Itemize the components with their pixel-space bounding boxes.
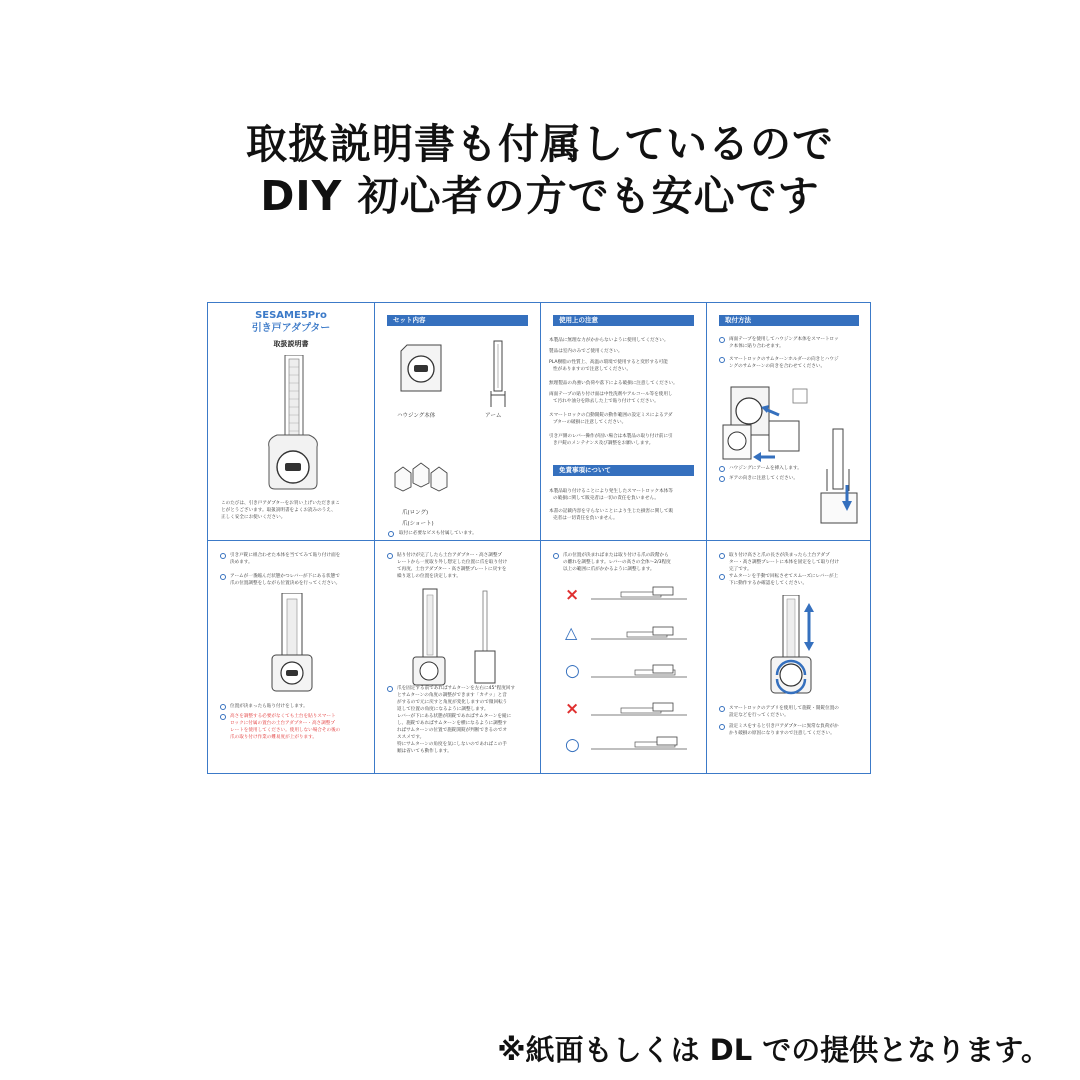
step-number-icon (719, 706, 725, 712)
note-icon (220, 574, 226, 580)
partial-mark: △ (565, 623, 578, 642)
step-line: 繰り返しの位置を決定します。 (397, 574, 461, 579)
note-icon (719, 476, 725, 482)
step-number-icon (719, 337, 725, 343)
contents-heading: セット内容 (387, 315, 528, 326)
step-number-icon (553, 553, 559, 559)
install-step-line: ングのサムターンの向きを合わせてください。 (729, 364, 826, 369)
final-line: 設定ミスをすると引き戸アダプターに異常な負荷がか (729, 724, 839, 729)
install-step-line: スマートロックのサムターンホルダーの向きとハウジ (729, 357, 839, 362)
step-line: レートから一度取り外し想定した位置に爪を取り付け (397, 560, 508, 565)
step-line: て再度、土台アダプター・高さ調整プレートに戻すを (397, 567, 507, 572)
device-illustration (263, 355, 323, 490)
caution-line: て汚れや油分を除去した上で貼り付けてください。 (553, 399, 659, 404)
note-icon (387, 686, 393, 692)
caution-line: PLA樹脂の性質上、高温の環境で使用すると変形する可能 (549, 360, 668, 365)
disclaimer-line: 売者は一切責任を負いません。 (553, 516, 618, 521)
install-heading: 取付方法 (719, 315, 859, 326)
step-line: サムターンを手動で回転させてスムーズにレバーが上 (729, 574, 839, 579)
cover-title-adapter: 引き戸アダプター (251, 323, 331, 334)
final-line: スマートロックのアプリを使用して施錠・開錠位置の (729, 706, 839, 711)
step6-panel (707, 541, 871, 773)
detail-line: 特にサムターンの角度を気にしないのであればこの手 (397, 742, 507, 747)
position-diagram (591, 585, 691, 603)
step5-panel (541, 541, 706, 773)
detail-line: とサムターンの角度の調整ができます「カチッ」と音 (397, 693, 507, 698)
note-icon (388, 531, 394, 537)
caution-line: 引き戸側のレバー操作が固い場合は本製品の取り付け前に引 (549, 434, 673, 439)
step-number-icon (387, 553, 393, 559)
arm-label: アーム (485, 413, 502, 419)
ok-mark: ○ (565, 735, 580, 755)
detail-line: 爪を固定する前であればサムターンを左右に45°程度回す (397, 686, 516, 691)
mounting-illustration (266, 593, 322, 693)
caution-line: き戸錠のメンテナンス及び調整をお願いします。 (553, 441, 654, 446)
detail-line: ススメです。 (397, 735, 425, 740)
cover-intro-line: とがとうございます。取扱説明書をよくお読みのうえ、 (221, 508, 336, 513)
step-line: 下に動作するか確認をしてください。 (729, 581, 808, 586)
cautions-heading: 使用上の注意 (553, 315, 694, 326)
step4-panel (375, 541, 540, 773)
cover-subtitle: 取扱説明書 (273, 340, 309, 348)
disclaimer-line: 本製品取り付けることにより発生したスマートロック本体等 (549, 489, 673, 494)
position-diagram (591, 735, 691, 753)
caution-line: 両面テープの貼り付け面は中性洗剤やアルコール等を使用し (549, 392, 673, 397)
detail-line: し、施錠であればサムターンを横になるように調整す (397, 721, 507, 726)
final-line: 設定などを行ってください。 (729, 713, 789, 718)
claw-illustration (393, 453, 453, 493)
step3-panel (208, 541, 374, 773)
note-icon (719, 574, 725, 580)
caution-line: 本製品に無理な力がかからないように使用してください。 (549, 338, 669, 343)
step-line: 貼り付けが完了したら土台アダプター・高さ調整プ (397, 553, 503, 558)
disclaimer-heading: 免責事項について (553, 465, 694, 476)
cover-title-product: SESAME5Pro (255, 310, 327, 321)
adjust-illustration (403, 587, 513, 687)
contents-panel (375, 303, 540, 540)
step-line: 完了です。 (729, 567, 752, 572)
headline-line-2: DIY 初心者の方でも安心です (260, 172, 820, 220)
install-step-line: ク本体に貼り合わせます。 (729, 344, 784, 349)
ok-mark: ○ (565, 661, 580, 681)
install-step2-note: ギアの向きに注意してください。 (729, 476, 798, 481)
screw-note: 取付に必要なビスも付属しています。 (399, 531, 477, 536)
claw-short-label: 爪(ショート) (402, 521, 434, 527)
step-line: の離れを調整します。レバーの高さの全体〜2/3程度 (563, 560, 671, 565)
step-line: ター・高さ調整プレートに本体を固定をして取り付け (729, 560, 840, 565)
disclaimer-line: 本書の記載内容を守らないことにより生じた損害に関して販 (549, 509, 674, 514)
step-line: 引き戸錠に組合わせた本体を当ててみて貼り付け面を (230, 553, 341, 558)
cover-intro-line: 正しく安全にお使いください。 (221, 515, 286, 520)
step-line: 以上の範囲に爪がかかるように調整します。 (563, 567, 655, 572)
position-diagram (591, 625, 691, 643)
headline (0, 118, 1080, 222)
fix-line: 位置が決まったら貼り付けをします。 (230, 704, 308, 709)
step-line: 爪の位置調整をしながら位置決めを行ってください。 (230, 581, 341, 586)
step-number-icon (220, 553, 226, 559)
detail-line: がするので元に戻すと角度が変化しますので微回転う (397, 700, 508, 705)
detail-line: レバーが下にある状態が開錠であればサムターンを縦に (397, 714, 512, 719)
step-number-icon (220, 704, 226, 710)
caution-line: スマートロックの自動開錠の動作範囲の設定ミスによるアダ (549, 413, 673, 418)
housing-label: ハウジング本体 (397, 413, 436, 419)
install-panel (707, 303, 871, 540)
ng-mark: × (565, 585, 580, 605)
install-illustration (721, 379, 861, 539)
headline-line-1: 取扱説明書も付属しているので (246, 120, 834, 168)
caution-line: 無理製品の為強い負荷や落下による破損に注意してください。 (549, 381, 678, 386)
warning-line: ロックに付属の置台の土台アダプター・高さ調整プ (230, 721, 335, 726)
final-line: かり破損の原因になりますので注意してください。 (729, 731, 835, 736)
disclaimer-line: の破損に関して販売者は一切の責任を負いません。 (553, 496, 659, 501)
cover-intro-line: このたびは、引き戸アダプターをお買い上げいただきまこ (221, 501, 340, 506)
footnote: ※紙面もしくは DL での提供となります。 (497, 1033, 1050, 1067)
step-line: 決めます。 (230, 560, 253, 565)
step-line: 爪の位置が決まればまたは取り付ける爪の段階から (563, 553, 669, 558)
claw-long-label: 爪(ロング) (402, 510, 429, 516)
manual-leaflet (207, 302, 871, 774)
housing-illustration (399, 343, 443, 393)
position-diagram (591, 701, 691, 719)
cover-panel (208, 303, 374, 540)
cautions-panel (541, 303, 706, 540)
ng-mark: × (565, 699, 580, 719)
note-icon (719, 357, 725, 363)
warning-line: 高さを調整する必要がなくても土台を貼りスマート (230, 714, 336, 719)
step-line: 取り付け高さと爪の長さが決まったら土台アダプ (729, 553, 830, 558)
step-number-icon (719, 553, 725, 559)
warning-icon (220, 714, 226, 720)
caution-line: 性がありますので注意してください。 (553, 367, 632, 372)
detail-line: 返して位置の角度になるように調整します。 (397, 707, 489, 712)
caution-line: 製品は室内のみでご使用ください。 (549, 349, 623, 354)
install-step2: ハウジングにアームを挿入します。 (729, 466, 802, 471)
step-number-icon (719, 466, 725, 472)
step-line: アームが一番縮んだ状態かつレバーが下にある状態で (230, 574, 340, 579)
note-icon (719, 724, 725, 730)
warning-line: レートを使用してください。使用しない場合その後の (230, 728, 341, 733)
final-illustration (763, 595, 823, 695)
install-step-line: 両面テープを使用してハウジング本体をスマートロッ (729, 337, 839, 342)
detail-line: 順は省いても動作します。 (397, 749, 452, 754)
position-diagram (591, 663, 691, 681)
caution-line: プターの破損に注意してください。 (553, 420, 627, 425)
warning-line: 爪の取り付け作業の難易度が上がります。 (230, 735, 317, 740)
cover-title (208, 309, 374, 335)
arm-illustration (488, 339, 508, 409)
detail-line: ればサムターンの位置で施錠開錠が判断できるのでオ (397, 728, 507, 733)
